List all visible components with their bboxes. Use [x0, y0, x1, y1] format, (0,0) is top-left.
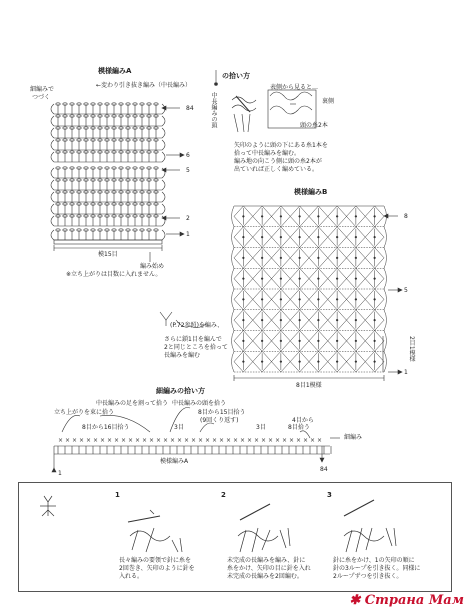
pattern-b-dot — [261, 236, 263, 238]
pattern-b-dot — [261, 298, 263, 300]
pattern-b-dot — [280, 319, 282, 321]
pattern-b-dot — [280, 236, 282, 238]
step-2-number: 2 — [221, 491, 226, 499]
pattern-b-dot — [317, 361, 319, 363]
turning-loop — [162, 140, 165, 150]
turning-loop — [162, 116, 165, 126]
pattern-b-dot — [336, 319, 338, 321]
pattern-b-dot — [355, 278, 357, 280]
pattern-b-dot — [374, 298, 376, 300]
turning-loop — [232, 248, 235, 269]
sc-post — [100, 446, 107, 454]
sc-stitch-mark: × — [107, 437, 113, 444]
sc-stitch-mark: × — [142, 437, 148, 444]
sc-label-4: 8目から15目拾う — [198, 409, 246, 416]
pattern-b-dot — [317, 278, 319, 280]
sc-label-2: 中長編みの頭を拾う — [172, 400, 227, 407]
sc-stitch-mark: × — [233, 437, 239, 444]
pattern-a-left-label-2: つづく — [32, 94, 51, 101]
sc-stitch-mark: × — [198, 437, 204, 444]
pattern-a-row-2: 2 — [186, 215, 190, 222]
pattern-b-dot — [299, 257, 301, 259]
pattern-a-note: ※立ち上がりは目数に入れません。 — [66, 271, 162, 278]
sc-stitch-mark: × — [268, 437, 274, 444]
pattern-b-dot — [355, 361, 357, 363]
turning-loop — [51, 180, 54, 190]
sc-right-label: 細編み — [344, 434, 363, 441]
sc-post — [198, 446, 205, 454]
pattern-b-note-2: さらに鎖1目を編んで — [164, 336, 222, 343]
foundation-chain — [54, 240, 162, 244]
pattern-b-dot — [242, 361, 244, 363]
pattern-b-repeat: 2目1模様 — [408, 336, 415, 362]
pattern-b-dot — [280, 257, 282, 259]
turning-loop — [232, 310, 235, 331]
pattern-b-dot — [242, 319, 244, 321]
sc-stitch-mark: × — [275, 437, 281, 444]
pickup-title: の拾い方 — [222, 72, 250, 80]
pattern-b-dot — [336, 278, 338, 280]
pattern-b-row-arrows — [234, 214, 402, 381]
pattern-b-dot — [280, 340, 282, 342]
sc-stitch-mark: × — [93, 437, 99, 444]
pattern-b-dot — [242, 215, 244, 217]
turning-loop — [232, 351, 235, 372]
sc-post — [324, 446, 331, 454]
sc-arrow — [52, 468, 56, 472]
pattern-b-dot — [355, 236, 357, 238]
pattern-b-dot — [299, 215, 301, 217]
pattern-a-top-label: ←変わり引き抜き編み（中長編み） — [96, 82, 192, 89]
sc-post — [142, 446, 149, 454]
turning-loop — [51, 168, 54, 178]
sc-row-84: 84 — [320, 466, 328, 473]
pattern-b-dot — [299, 361, 301, 363]
sc-post — [170, 446, 177, 454]
sc-post — [268, 446, 275, 454]
turning-loop — [384, 331, 387, 352]
turning-loop — [162, 204, 165, 214]
pattern-b-dot — [299, 278, 301, 280]
pattern-b-dot — [299, 340, 301, 342]
sc-stitch-mark: × — [205, 437, 211, 444]
site-logo — [349, 593, 464, 608]
turning-loop — [51, 104, 54, 114]
pattern-b-dot — [317, 298, 319, 300]
sc-label-8: 3目 — [256, 424, 266, 431]
turning-loop — [51, 192, 54, 202]
sc-post — [72, 446, 79, 454]
step-1-number: 1 — [115, 491, 120, 499]
pickup-front-label: 表側から見ると… — [270, 84, 319, 91]
pattern-b-dot — [242, 340, 244, 342]
pattern-b-dot — [317, 340, 319, 342]
pattern-b-dot — [317, 236, 319, 238]
sc-stitch-mark: × — [135, 437, 141, 444]
sc-stitch-mark: × — [310, 437, 316, 444]
sc-stitch-mark: × — [254, 437, 260, 444]
pattern-b-dot — [261, 278, 263, 280]
sc-label-10: 8目拾う — [288, 424, 310, 431]
sc-label-6: 8目から16目拾う — [82, 424, 130, 431]
sc-stitch-mark: × — [156, 437, 162, 444]
pickup-lower-label: 裏側 — [322, 98, 335, 105]
sc-post — [58, 446, 65, 454]
sc-label-5: (9回くり返す) — [200, 417, 239, 424]
turning-loop — [232, 268, 235, 289]
pattern-b-dot — [374, 257, 376, 259]
sc-post — [184, 446, 191, 454]
pattern-b-dot — [355, 215, 357, 217]
turning-loop — [384, 248, 387, 269]
pattern-b-dot — [374, 361, 376, 363]
pattern-b-chart — [232, 206, 387, 372]
sc-post — [254, 446, 261, 454]
sc-label-9: 4目から — [292, 417, 314, 424]
sc-stitch-mark: × — [72, 437, 78, 444]
pattern-b-dot — [374, 319, 376, 321]
sc-stitch-mark: × — [149, 437, 155, 444]
pattern-b-dot — [336, 361, 338, 363]
turning-loop — [162, 152, 165, 162]
step-3-number: 3 — [327, 491, 332, 499]
pattern-b-count: 8目1模様 — [296, 382, 322, 389]
sc-pickup-title: 細編みの拾い方 — [156, 387, 205, 395]
sc-stitch-mark: × — [303, 437, 309, 444]
pattern-b-dot — [336, 298, 338, 300]
pattern-a-row-1: 1 — [186, 231, 190, 238]
pattern-b-row-5: 5 — [404, 287, 408, 294]
turning-loop — [384, 289, 387, 310]
turning-loop — [162, 230, 165, 240]
sc-stitch-mark: × — [170, 437, 176, 444]
pattern-a-count: 模15目 — [98, 251, 118, 258]
pattern-b-dot — [242, 257, 244, 259]
sc-post — [240, 446, 247, 454]
step-3-caption-2: 針の3ループを引き抜く。同様に — [333, 565, 421, 572]
turning-loop — [384, 227, 387, 248]
pickup-strands-label: 頭の糸2本 — [300, 122, 328, 129]
turning-loop — [162, 128, 165, 138]
sc-post — [212, 446, 219, 454]
sc-arrow — [320, 458, 324, 462]
site-logo-text: Страна Мам — [364, 593, 464, 608]
pattern-b-dot — [299, 236, 301, 238]
sc-stitch-mark: × — [184, 437, 190, 444]
pattern-b-dot — [299, 319, 301, 321]
pickup-vertical-label: 中長編みの頭 — [210, 92, 217, 128]
turning-loop — [384, 310, 387, 331]
pattern-a-start: 編み始め — [140, 263, 165, 270]
sc-stitch-mark: × — [191, 437, 197, 444]
star-icon: ✱ — [349, 593, 361, 608]
sc-stitch-mark: × — [100, 437, 106, 444]
pattern-a-chart — [51, 103, 165, 244]
turning-loop — [51, 128, 54, 138]
sc-stitch-mark: × — [79, 437, 85, 444]
turning-loop — [162, 180, 165, 190]
pattern-b-dot — [242, 298, 244, 300]
turning-loop — [51, 230, 54, 240]
step-1-caption-3: 入れる。 — [119, 573, 144, 580]
sc-pickup-arrow — [200, 423, 214, 432]
pattern-b-dot — [299, 298, 301, 300]
sc-stitch-mark: × — [86, 437, 92, 444]
sc-pickup-arrow — [62, 415, 80, 432]
sc-stitch-mark: × — [289, 437, 295, 444]
pattern-b-dot — [374, 278, 376, 280]
pattern-b-dot — [261, 257, 263, 259]
pattern-b-dot — [355, 340, 357, 342]
sc-label-1: 中長編みの足を割って拾う — [96, 400, 169, 407]
turning-loop — [384, 351, 387, 372]
step-1-caption-2: 2回巻き、矢印のように針を — [119, 565, 195, 572]
pattern-b-dot — [280, 298, 282, 300]
pickup-desc-2: 拾って中長編みを編む。 — [234, 150, 301, 157]
pattern-b-dot — [261, 319, 263, 321]
pattern-b-dot — [374, 215, 376, 217]
pattern-a-row-6: 6 — [186, 152, 190, 159]
sc-post — [296, 446, 303, 454]
sc-stitch-mark: × — [163, 437, 169, 444]
sc-stitch-mark: × — [219, 437, 225, 444]
step-2-caption-1: 未完成の長編みを編み、針に — [227, 557, 306, 564]
pattern-b-row-8: 8 — [404, 213, 408, 220]
pattern-b-dot — [336, 215, 338, 217]
step-3-caption-1: 針に糸をかけ、1の矢印の順に — [333, 557, 415, 564]
pattern-b-dot — [242, 278, 244, 280]
turning-loop — [51, 116, 54, 126]
pattern-a-title: 模様編みA — [98, 67, 132, 75]
sc-stitch-mark: × — [282, 437, 288, 444]
pattern-b-dot — [374, 340, 376, 342]
pattern-b-note-1: (P.72参照)を編み、 — [170, 322, 224, 329]
step-2-caption-2: 糸をかけ、矢印の目に針を入れ — [227, 565, 311, 572]
turning-loop — [384, 268, 387, 289]
pattern-b-dot — [355, 319, 357, 321]
sc-label-7: 3目 — [174, 424, 184, 431]
sc-stitch-mark: × — [247, 437, 253, 444]
pattern-b-dot — [261, 340, 263, 342]
pattern-b-dot — [261, 215, 263, 217]
sc-stitch-mark: × — [121, 437, 127, 444]
sc-stitch-mark: × — [65, 437, 71, 444]
pickup-desc-4: 出ていれば正しく編めている。 — [234, 166, 319, 173]
sc-stitch-mark: × — [177, 437, 183, 444]
pattern-b-dot — [242, 236, 244, 238]
sc-post — [128, 446, 135, 454]
pickup-desc-1: 矢印のように頭の下にある糸1本を — [234, 142, 328, 149]
sc-stitch-mark: × — [261, 437, 267, 444]
pattern-a-row-arrows — [54, 106, 184, 262]
pattern-b-note-4: 長編みを編む — [164, 352, 201, 359]
turning-loop — [232, 206, 235, 227]
turning-loop — [162, 192, 165, 202]
sc-stitch-mark: × — [212, 437, 218, 444]
pattern-b-dot — [280, 278, 282, 280]
steps-panel — [18, 482, 452, 592]
pattern-a-row-5: 5 — [186, 167, 190, 174]
sc-stitch-mark: × — [58, 437, 64, 444]
sc-post — [310, 446, 317, 454]
sc-stitch-mark: × — [128, 437, 134, 444]
sc-bottom-label: 模様編みA — [160, 458, 189, 465]
pattern-b-dot — [336, 257, 338, 259]
step-3-caption-3: 2ループずつを引き抜く。 — [333, 573, 403, 580]
pattern-b-dot — [317, 257, 319, 259]
pattern-a-left-label-1: 細編みで — [30, 86, 55, 93]
pattern-b-dot — [336, 236, 338, 238]
sc-post — [156, 446, 163, 454]
sc-row-1: 1 — [58, 470, 62, 477]
sc-stitch-mark: × — [240, 437, 246, 444]
turning-loop — [51, 152, 54, 162]
pattern-b-row-1: 1 — [404, 369, 408, 376]
pattern-b-dot — [374, 236, 376, 238]
sc-label-3: 立ち上がりを束に拾う — [54, 409, 115, 416]
pickup-desc-3: 編み地の向こう側に頭の糸2本が — [234, 158, 322, 165]
pattern-b-dot — [336, 340, 338, 342]
pattern-b-title: 模様編みB — [294, 188, 328, 196]
pattern-b-dot — [280, 361, 282, 363]
sc-stitch-mark: × — [114, 437, 120, 444]
sc-post — [86, 446, 93, 454]
pattern-b-dot — [261, 361, 263, 363]
sc-stitch-mark: × — [226, 437, 232, 444]
pattern-b-dot — [355, 257, 357, 259]
pattern-b-dot — [280, 215, 282, 217]
turning-loop — [51, 216, 54, 226]
turning-loop — [51, 140, 54, 150]
sc-post — [282, 446, 289, 454]
pattern-b-note-3: 2と同じところを拾って — [164, 344, 228, 351]
pattern-a-row-84: 84 — [186, 105, 194, 112]
pattern-b-dot — [355, 298, 357, 300]
pattern-b-dot — [317, 215, 319, 217]
sc-post — [226, 446, 233, 454]
step-2-caption-3: 未完成の長編みを2回編む。 — [227, 573, 303, 580]
turning-loop — [232, 289, 235, 310]
turning-loop — [51, 204, 54, 214]
sc-stitch-mark: × — [317, 437, 323, 444]
turning-loop — [232, 331, 235, 352]
sc-stitch-mark: × — [296, 437, 302, 444]
pattern-b-dot — [317, 319, 319, 321]
step-1-caption-1: 長々編みの要領で針に糸を — [119, 557, 192, 564]
sc-post — [114, 446, 121, 454]
turning-loop — [232, 227, 235, 248]
